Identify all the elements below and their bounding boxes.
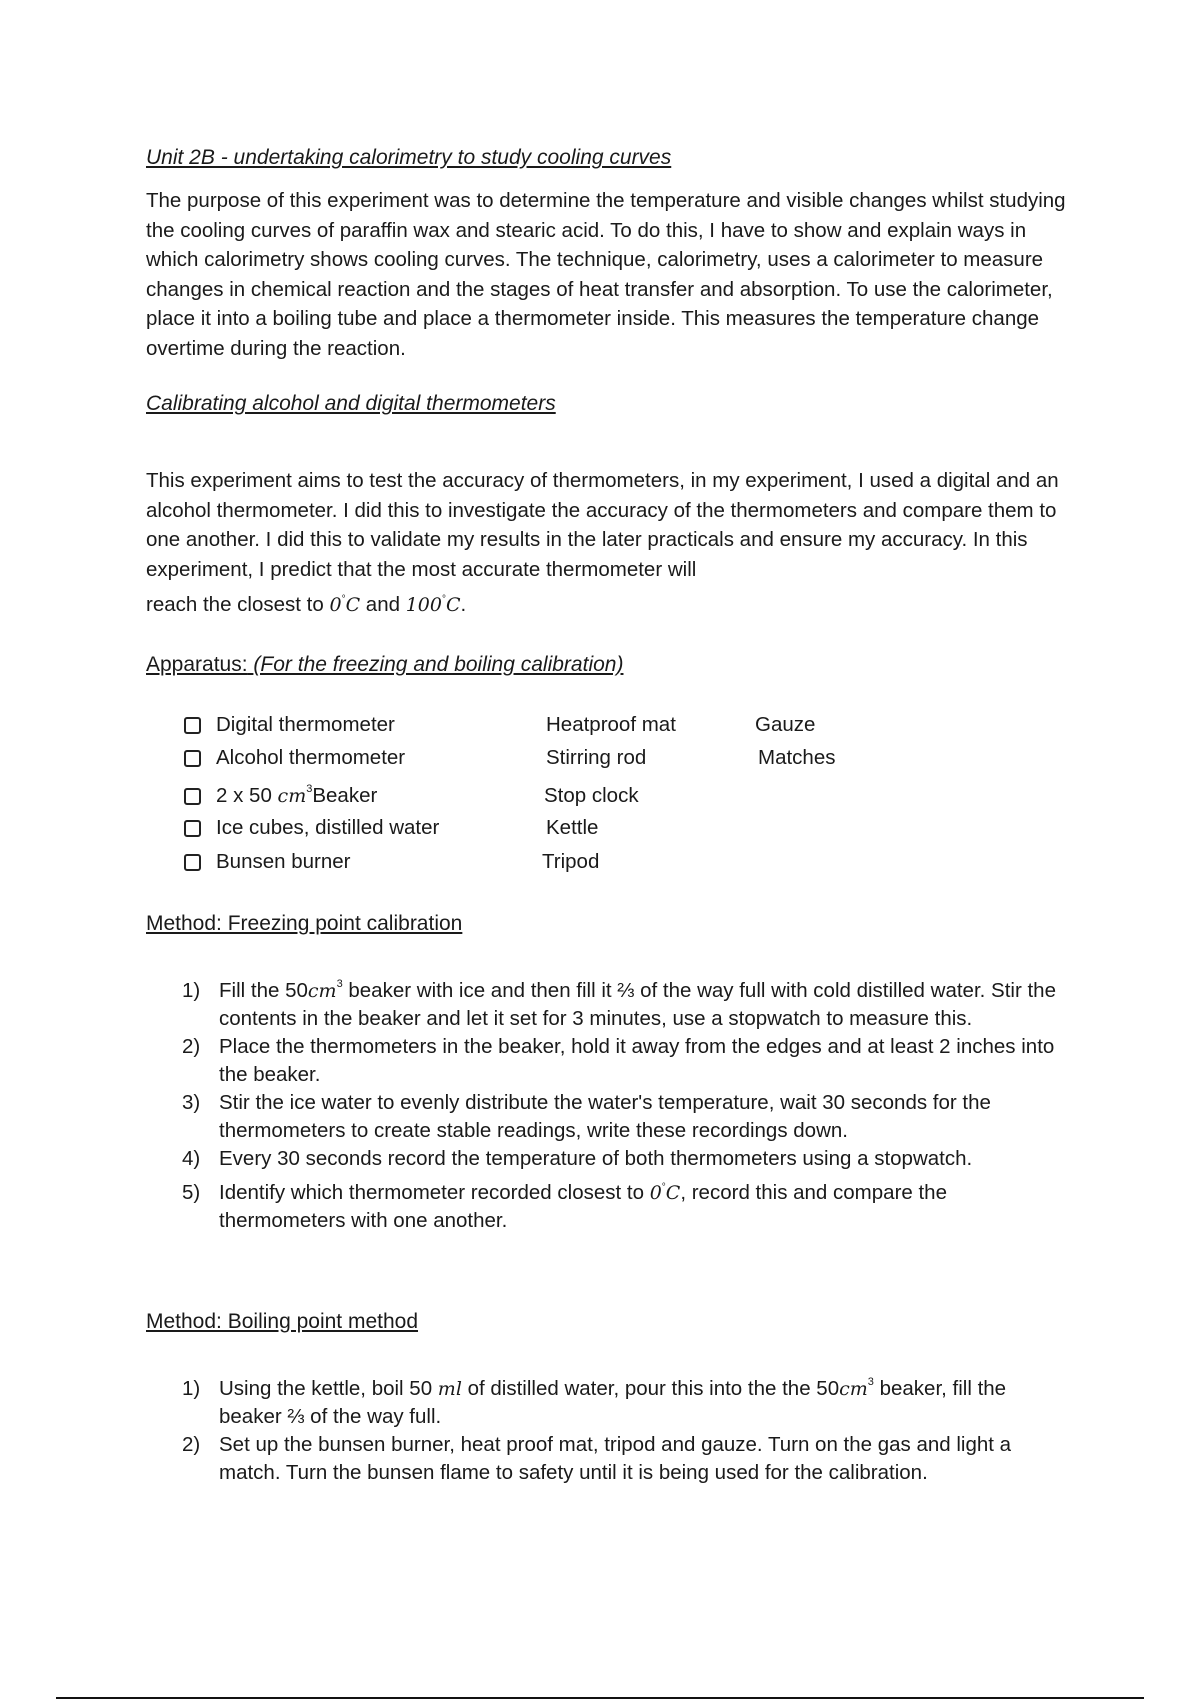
page-title: Unit 2B - undertaking calorimetry to study cooling curves (146, 146, 672, 169)
step-text: Place the thermometers in the beaker, hold it away from the edges and at least 2 inches into the beaker. (219, 1035, 1055, 1086)
step-number: 2) (182, 1433, 201, 1456)
list-item (146, 1431, 1066, 1487)
step-number: 1) (182, 1377, 201, 1400)
step-text: Identify which thermometer recorded closest to (219, 1181, 650, 1204)
list-item (146, 1145, 1066, 1173)
checkbox[interactable] (184, 717, 201, 734)
footer-divider (56, 1697, 1144, 1699)
step-sup: 3 (867, 1376, 874, 1388)
freezing-heading: Method: Freezing point calibration (146, 912, 463, 935)
item-heatproof-mat: Heatproof mat (546, 713, 676, 736)
item-stop-clock: Stop clock (544, 784, 639, 807)
intro-paragraph: The purpose of this experiment was to determine the temperature and visible changes whilst studying the cooling curves of paraffin wax and stearic acid. To do this, I have to show and explain ways in which calorimetry shows cooling curves. The technique, calorimetry, uses a calorimeter to measure changes in chemical reaction and the stages of heat transfer and absorption. To use the calorimeter, place it into a boiling tube and place a thermometer inside. This measures the temperature change overtime during the reaction. (146, 189, 1066, 360)
unit-c: C (345, 594, 361, 616)
step-text: of distilled water, pour this into the the 50 (461, 1377, 840, 1400)
degree-symbol-2: ° (441, 594, 446, 605)
period: . (460, 593, 467, 616)
step-number: 2) (182, 1035, 201, 1058)
apparatus-label: Apparatus: (146, 653, 248, 676)
apparatus-note: (For the freezing and boiling calibration) (253, 653, 624, 676)
step-unit: cm (307, 980, 337, 1002)
item-gauze: Gauze (755, 713, 816, 736)
step-text: Stir the ice water to evenly distribute the water's temperature, wait 30 seconds for the thermometers to create stable readings, write these recordings down. (219, 1091, 991, 1142)
item-alcohol-thermometer: Alcohol thermometer (216, 746, 406, 769)
checkbox[interactable] (184, 854, 201, 871)
list-item (146, 1179, 1066, 1235)
item-bunsen-burner: Bunsen burner (216, 850, 351, 873)
beaker-unit: cm (277, 785, 307, 807)
zero-value: 0 (329, 594, 342, 616)
list-item (146, 1033, 1066, 1089)
calibration-paragraph (146, 466, 1066, 621)
step-number: 5) (182, 1181, 201, 1204)
hundred-value: 100 (405, 594, 442, 616)
step-unit: C (665, 1182, 681, 1204)
apparatus-heading (146, 653, 623, 677)
calibration-heading: Calibrating alcohol and digital thermometers (146, 392, 556, 415)
list-item (146, 1089, 1066, 1145)
list-item (146, 977, 1066, 1033)
calibration-prefix: reach the closest to (146, 593, 330, 616)
degree-symbol: ° (341, 594, 346, 605)
step-number: 1) (182, 979, 201, 1002)
step-ml: ml (437, 1378, 462, 1400)
item-stirring-rod: Stirring rod (546, 746, 647, 769)
step-zero: 0 (649, 1182, 662, 1204)
item-tripod: Tripod (542, 850, 600, 873)
beaker-word: Beaker (312, 784, 378, 807)
step-text: , record this and compare the thermometers with one another. (219, 1181, 947, 1232)
and-text: and (360, 593, 406, 616)
step-number: 4) (182, 1147, 201, 1170)
step-text: Every 30 seconds record the temperature of both thermometers using a stopwatch. (219, 1147, 973, 1170)
step-unit: cm (839, 1378, 868, 1400)
boiling-heading: Method: Boiling point method (146, 1310, 419, 1333)
step-text: beaker, fill the beaker ⅔ of the way full. (219, 1377, 1007, 1428)
unit-c-2: C (445, 594, 461, 616)
list-item (146, 1375, 1066, 1431)
degree-symbol: ° (661, 1182, 666, 1193)
beaker-sup: 3 (306, 783, 313, 795)
calibration-text: This experiment aims to test the accuracy of thermometers, in my experiment, I used a digital and an alcohol thermometer. I did this to investigate the accuracy of the thermometers and compare them to one another. I did this to validate my results in the later practicals and ensure my accuracy. In this experiment, I predict that the most accurate thermometer will (146, 469, 1059, 581)
step-text: beaker with ice and then fill it ⅔ of the way full with cold distilled water. Stir the contents in the beaker and let it set for 3 minutes, use a stopwatch to measure this. (219, 979, 1056, 1030)
item-beaker (216, 784, 377, 808)
beaker-prefix: 2 x 50 (216, 784, 278, 807)
item-matches: Matches (758, 746, 836, 769)
freezing-steps (146, 977, 1066, 1235)
item-ice-cubes: Ice cubes, distilled water (216, 816, 440, 839)
checkbox[interactable] (184, 820, 201, 837)
step-text: Fill the 50 (219, 979, 308, 1002)
item-digital-thermometer: Digital thermometer (216, 713, 395, 736)
step-text: Using the kettle, boil 50 (219, 1377, 438, 1400)
checkbox[interactable] (184, 788, 201, 805)
checkbox[interactable] (184, 750, 201, 767)
step-text: Set up the bunsen burner, heat proof mat, tripod and gauze. Turn on the gas and light a match. Turn the bunsen flame to safety until it is being used for the calibration. (219, 1433, 1012, 1484)
step-sup: 3 (336, 978, 343, 990)
step-number: 3) (182, 1091, 201, 1114)
item-kettle: Kettle (546, 816, 599, 839)
calibration-last-line (146, 590, 1066, 621)
boiling-steps (146, 1375, 1066, 1487)
